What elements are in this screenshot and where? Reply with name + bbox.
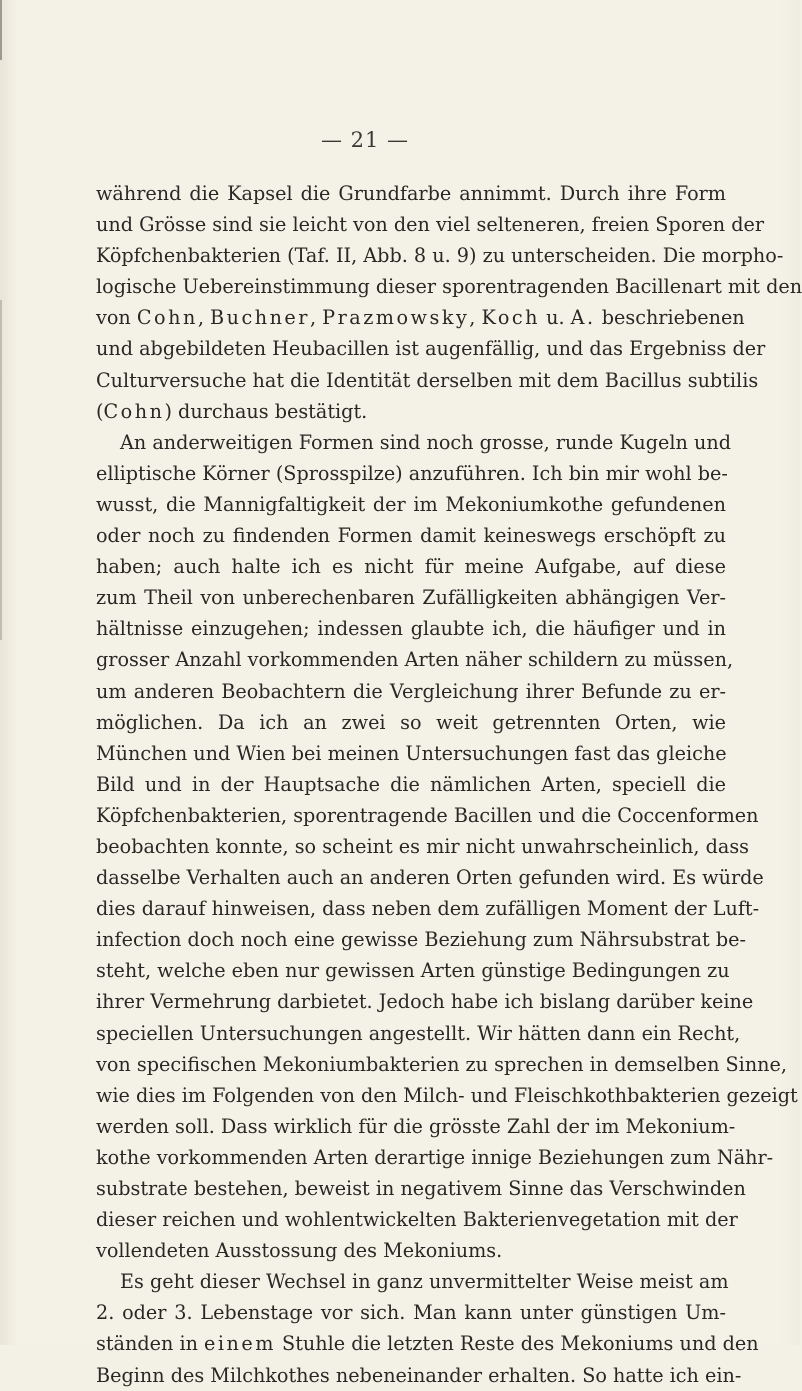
text-line: elliptische Körner (Sprosspilze) anzuführen. Ich bin mir wohl be-	[96, 461, 728, 485]
author-name: Cohn	[103, 399, 165, 423]
text-line: logische Uebereinstimmung dieser sporentragenden Bacillenart mit den	[96, 275, 802, 299]
text-line: substrate bestehen, beweist in negativem Sinne das Verschwinden	[96, 1177, 746, 1200]
body-text	[96, 178, 802, 1391]
author-name: Buchner	[210, 306, 310, 330]
text-line: 2. oder 3. Lebenstage vor sich. Man kann unter günstigen Um-	[96, 1301, 726, 1325]
author-name: Cohn	[136, 306, 198, 330]
page-number: — 21 —	[320, 128, 410, 152]
text-line: vollendeten Ausstossung des Mekoniums.	[96, 1239, 503, 1263]
text-line: Es geht dieser Wechsel in ganz unvermittelter Weise meist am	[120, 1270, 729, 1294]
text-line: wusst, die Mannigfaltigkeit der im Mekoniumkothe gefundenen	[96, 492, 726, 516]
text-line: beobachten konnte, so scheint es mir nicht unwahrscheinlich, dass	[96, 834, 750, 858]
emphasized-word: einem	[204, 1332, 276, 1356]
text-line: speciellen Untersuchungen angestellt. Wir hätten dann ein Recht,	[96, 1021, 741, 1045]
text-line: ständen in einem Stuhle die letzten Reste des Mekoniums und den	[96, 1332, 759, 1356]
text-line: wie dies im Folgenden von den Milch- und Fleischkothbakterien gezeigt	[96, 1083, 798, 1107]
text-line: und Grösse sind sie leicht von den viel selteneren, freien Sporen der	[96, 213, 765, 237]
page-edge-mark	[0, 300, 2, 640]
text-line: Köpfchenbakterien (Taf. II, Abb. 8 u. 9) zu unterscheiden. Die morpho-	[96, 244, 784, 268]
text-line: Köpfchenbakterien, sporentragende Bacillen und die Coccenformen	[96, 803, 759, 827]
author-name: Prazmowsky	[322, 306, 470, 330]
text-line: und abgebildeten Heubacillen ist augenfällig, und das Ergebniss der	[96, 337, 766, 361]
text-line: grosser Anzahl vorkommenden Arten näher schildern zu müssen,	[96, 648, 734, 672]
text-line: kothe vorkommenden Arten derartige innige Beziehungen zum Nähr-	[96, 1145, 774, 1169]
author-name: A.	[570, 306, 596, 330]
text-line: während die Kapsel die Grundfarbe annimmt. Durch ihre Form	[96, 182, 726, 205]
author-name: Koch	[481, 306, 540, 330]
text-line: dies darauf hinweisen, dass neben dem zufälligen Moment der Luft-	[96, 897, 760, 921]
text-line: (Cohn) durchaus bestätigt.	[96, 399, 368, 423]
text-line: dasselbe Verhalten auch an anderen Orten gefunden wird. Es würde	[96, 866, 764, 890]
text-line: von Cohn, Buchner, Prazmowsky, Koch u. A. beschriebenen	[96, 306, 745, 330]
text-line: Beginn des Milchkothes nebeneinander erhalten. So hatte ich ein-	[96, 1363, 742, 1387]
text-line: haben; auch halte ich es nicht für meine Aufgabe, auf diese	[96, 555, 726, 579]
text-line: dieser reichen und wohlentwickelten Bakterienvegetation mit der	[96, 1208, 738, 1232]
page-edge-mark	[0, 0, 2, 60]
text-line: möglichen. Da ich an zwei so weit getrennten Orten, wie	[96, 710, 726, 734]
text-line: hältnisse einzugehen; indessen glaubte ich, die häufiger und in	[96, 617, 726, 641]
text-line: An anderweitigen Formen sind noch grosse, runde Kugeln und	[120, 430, 731, 454]
text-line: oder noch zu findenden Formen damit keineswegs erschöpft zu	[96, 524, 726, 548]
text-line: Bild und in der Hauptsache die nämlichen Arten, speciell die	[96, 772, 726, 796]
text-line: zum Theil von unberechenbaren Zufälligkeiten abhängigen Ver-	[96, 586, 726, 610]
text-line: München und Wien bei meinen Untersuchungen fast das gleiche	[96, 741, 727, 765]
text-line: ihrer Vermehrung darbietet. Jedoch habe ich bislang darüber keine	[96, 990, 754, 1014]
text-line: werden soll. Dass wirklich für die grösste Zahl der im Mekonium-	[96, 1114, 736, 1138]
text-line: steht, welche eben nur gewissen Arten günstige Bedingungen zu	[96, 959, 730, 983]
text-line: um anderen Beobachtern die Vergleichung ihrer Befunde zu er-	[96, 679, 726, 703]
text-line: von specifischen Mekoniumbakterien zu sprechen in demselben Sinne,	[96, 1052, 787, 1076]
text-line: infection doch noch eine gewisse Beziehung zum Nährsubstrat be-	[96, 928, 746, 952]
text-line: Culturversuche hat die Identität derselben mit dem Bacillus subtilis	[96, 368, 759, 392]
